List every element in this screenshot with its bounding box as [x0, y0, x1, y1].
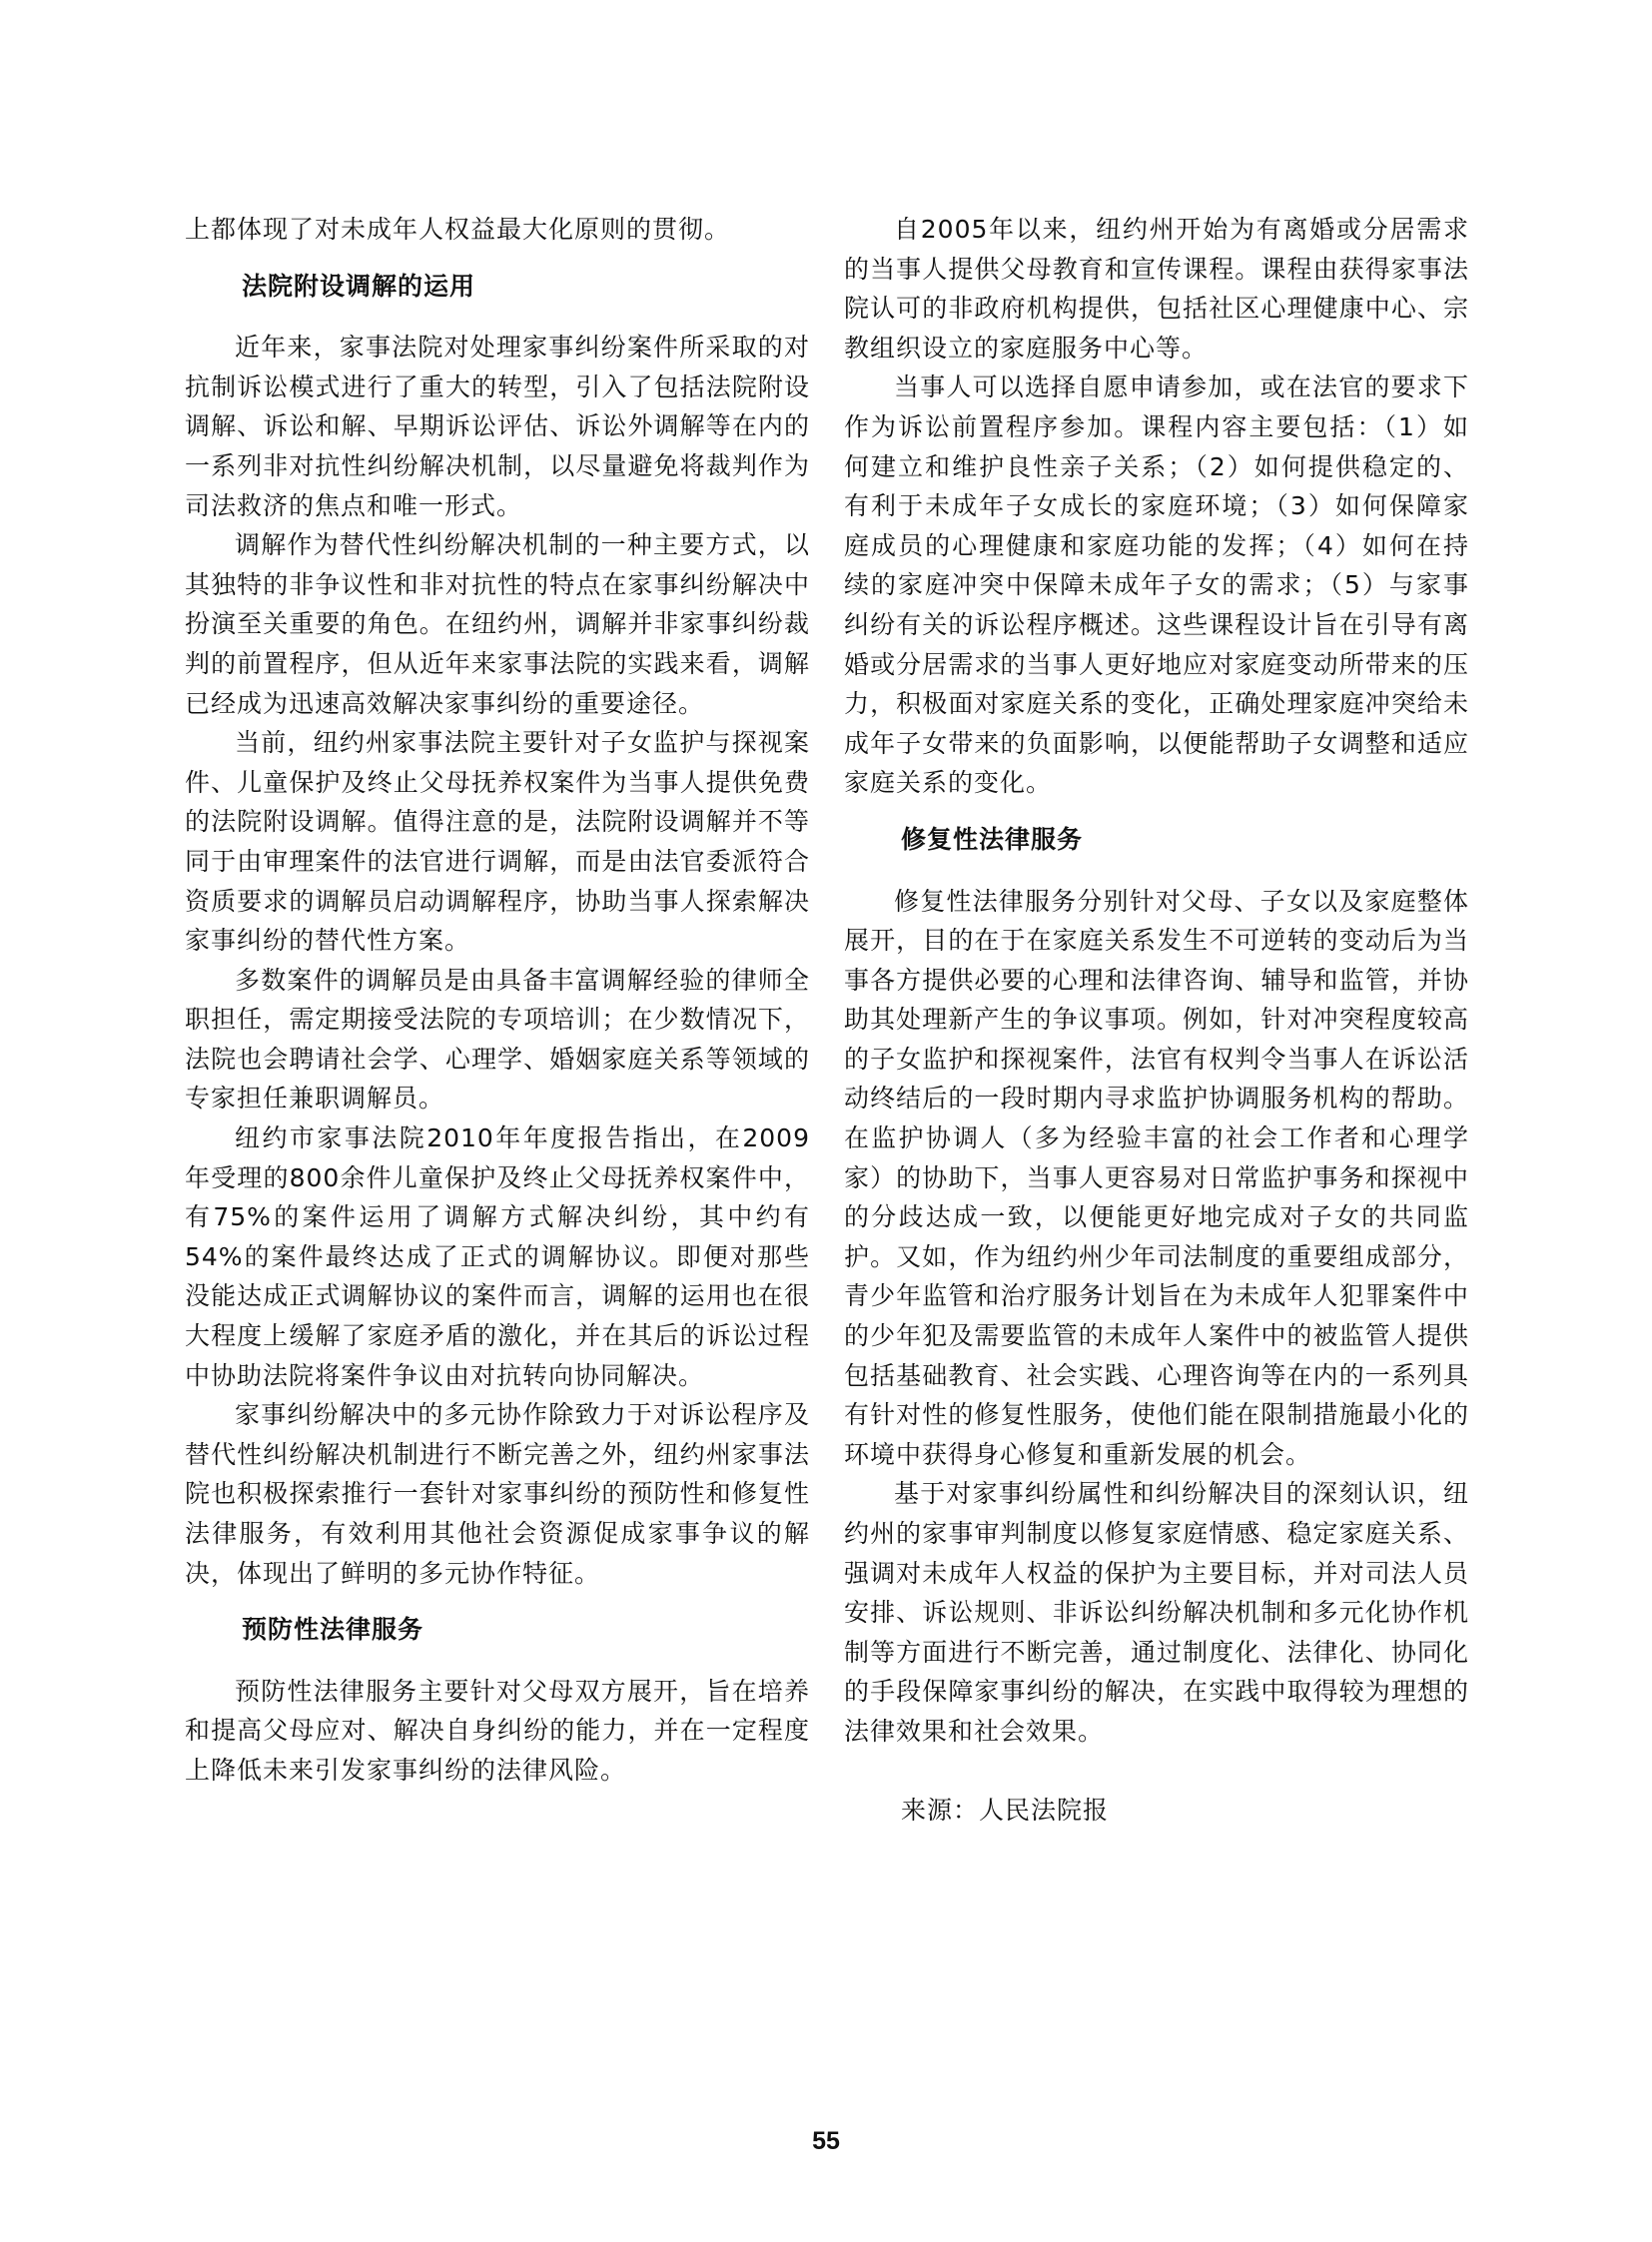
section-heading-preventive-services: 预防性法律服务: [242, 1615, 424, 1645]
page-number: 55: [812, 2127, 840, 2155]
paragraph: 预防性法律服务主要针对父母双方展开，旨在培养和提高父母应对、解决自身纠纷的能力，并在一定程度上降低未来引发家事纠纷的法律风险。: [185, 1676, 810, 1785]
paragraph: 自2005年以来，纽约州开始为有离婚或分居需求的当事人提供父母教育和宣传课程。课程由获得家事法院认可的非政府机构提供，包括社区心理健康中心、宗教组织设立的家庭服务中心等。: [844, 215, 1469, 363]
paragraph: 修复性法律服务分别针对父母、子女以及家庭整体展开，目的在于在家庭关系发生不可逆转的变动后为当事各方提供必要的心理和法律咨询、辅导和监管，并协助其处理新产生的争议事项。例如，针对冲突程度较高的子女监护和探视案件，法官有权判令当事人在诉讼活动终结后的一段时期内寻求监护协调服务机构的帮助。在监护协调人（多为经验丰富的社会工作者和心理学家）的协助下，当事人更容易对日常监护事务和探视中的分歧达成一致，以便能更好地完成对子女的共同监护。又如，作为纽约州少年司法制度的重要组成部分，青少年监管和治疗服务计划旨在为未成年人犯罪案件中的少年犯及需要监管的未成年人案件中的被监管人提供包括基础教育、社会实践、心理咨询等在内的一系列具有针对性的修复性服务，使他们能在限制措施最小化的环境中获得身心修复和重新发展的机会。: [844, 886, 1469, 1469]
paragraph: 多数案件的调解员是由具备丰富调解经验的律师全职担任，需定期接受法院的专项培训；在少数情况下，法院也会聘请社会学、心理学、婚姻家庭关系等领域的专家担任兼职调解员。: [185, 965, 810, 1114]
paragraph: 家事纠纷解决中的多元协作除致力于对诉讼程序及替代性纠纷解决机制进行不断完善之外，纽约州家事法院也积极探索推行一套针对家事纠纷的预防性和修复性法律服务，有效利用其他社会资源促成家事争议的解决，体现出了鲜明的多元协作特征。: [185, 1400, 810, 1588]
paragraph: 近年来，家事法院对处理家事纠纷案件所采取的对抗制诉讼模式进行了重大的转型，引入了包括法院附设调解、诉讼和解、早期诉讼评估、诉讼外调解等在内的一系列非对抗性纠纷解决机制，以尽量避免将裁判作为司法救济的焦点和唯一形式。: [185, 333, 810, 520]
paragraph: 上都体现了对未成年人权益最大化原则的贯彻。: [185, 215, 731, 244]
right-column: [844, 210, 1469, 1830]
section-heading-restorative-services: 修复性法律服务: [901, 824, 1084, 854]
section-heading-court-mediation: 法院附设调解的运用: [242, 271, 476, 301]
left-column: [185, 210, 810, 1791]
source-credit: 来源：人民法院报: [901, 1795, 1110, 1825]
paragraph: 调解作为替代性纠纷解决机制的一种主要方式，以其独特的非争议性和非对抗性的特点在家事纠纷解决中扮演至关重要的角色。在纽约州，调解并非家事纠纷裁判的前置程序，但从近年来家事法院的实践来看，调解已经成为迅速高效解决家事纠纷的重要途径。: [185, 530, 810, 718]
paragraph: 当事人可以选择自愿申请参加，或在法官的要求下作为诉讼前置程序参加。课程内容主要包括：（1）如何建立和维护良性亲子关系；（2）如何提供稳定的、有利于未成年子女成长的家庭环境；（3）如何保障家庭成员的心理健康和家庭功能的发挥；（4）如何在持续的家庭冲突中保障未成年子女的需求；（5）与家事纠纷有关的诉讼程序概述。这些课程设计旨在引导有离婚或分居需求的当事人更好地应对家庭变动所带来的压力，积极面对家庭关系的变化，正确处理家庭冲突给未成年子女带来的负面影响，以便能帮助子女调整和适应家庭关系的变化。: [844, 373, 1469, 798]
paragraph: 基于对家事纠纷属性和纠纷解决目的深刻认识，纽约州的家事审判制度以修复家庭情感、稳定家庭关系、强调对未成年人权益的保护为主要目标，并对司法人员安排、诉讼规则、非诉讼纠纷解决机制和多元化协作机制等方面进行不断完善，通过制度化、法律化、协同化的手段保障家事纠纷的解决，在实践中取得较为理想的法律效果和社会效果。: [844, 1479, 1469, 1746]
paragraph: 当前，纽约州家事法院主要针对子女监护与探视案件、儿童保护及终止父母抚养权案件为当事人提供免费的法院附设调解。值得注意的是，法院附设调解并不等同于由审理案件的法官进行调解，而是由法官委派符合资质要求的调解员启动调解程序，协助当事人探索解决家事纠纷的替代性方案。: [185, 728, 810, 956]
paragraph: 纽约市家事法院2010年年度报告指出，在2009年受理的800余件儿童保护及终止父母抚养权案件中，有75%的案件运用了调解方式解决纠纷，其中约有54%的案件最终达成了正式的调解协议。即便对那些没能达成正式调解协议的案件而言，调解的运用也在很大程度上缓解了家庭矛盾的激化，并在其后的诉讼过程中协助法院将案件争议由对抗转向协同解决。: [185, 1123, 810, 1390]
